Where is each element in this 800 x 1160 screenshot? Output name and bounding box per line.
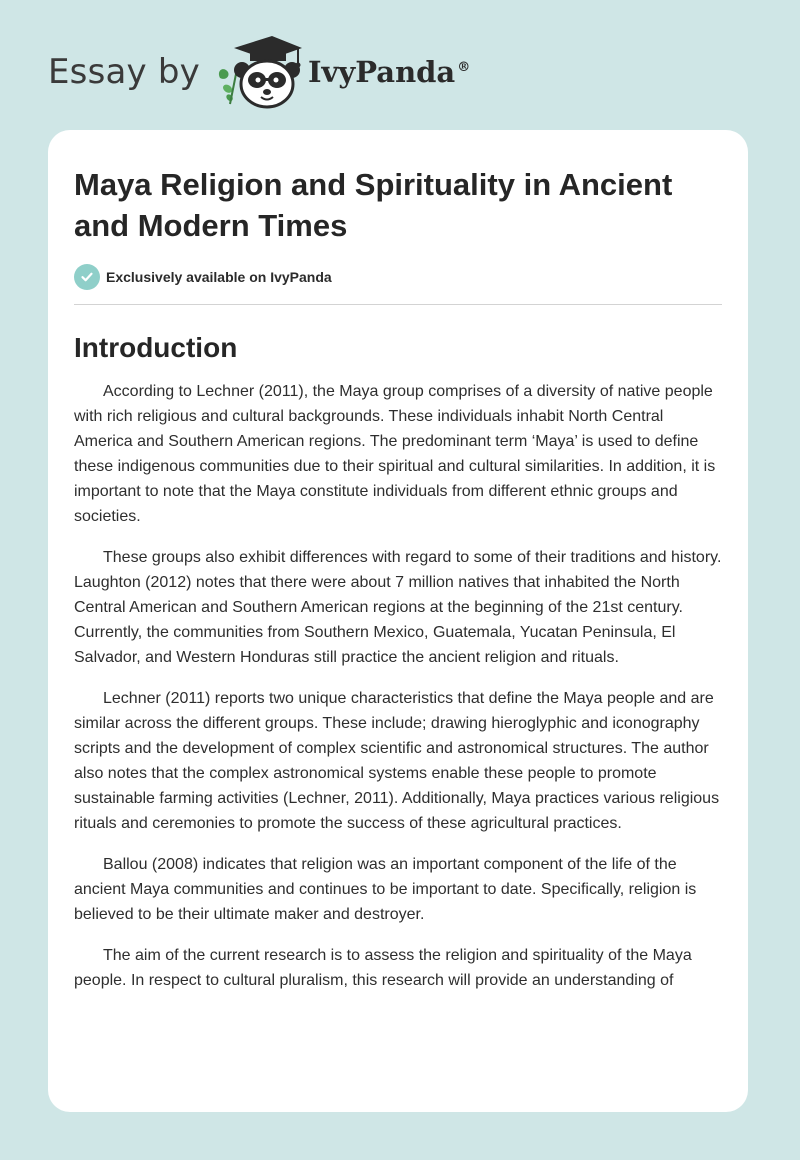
divider — [74, 304, 722, 305]
paragraph: Ballou (2008) indicates that religion was an important component of the life of the ancient Maya communities and continues to be important to date. Specifically, religion is believed to be their ultimate maker and destroyer. — [74, 856, 697, 923]
exclusive-badge — [74, 262, 722, 292]
essay-title: Maya Religion and Spirituality in Ancient and Modern Times — [74, 167, 673, 243]
ivypanda-logo-icon — [214, 34, 306, 110]
check-circle-icon — [74, 264, 100, 290]
brand-name: IvyPanda ® — [307, 55, 471, 89]
brand-prefix: Essay by — [48, 52, 200, 92]
essay-card — [48, 130, 748, 1112]
paragraph: Lechner (2011) reports two unique characteristics that define the Maya people and are similar across the different groups. These include; drawing hieroglyphic and iconography scripts and the development of complex scientific and astronomical structures. The author also notes that the complex astronomical systems enable these people to promote sustainable farming activities (Lechner, 2011). Additionally, Maya practices various religious rituals and ceremonies to promote the success of these agricultural practices. — [74, 690, 720, 832]
badge-label: Exclusively available on IvyPanda — [106, 269, 332, 285]
section-heading: Introduction — [74, 332, 238, 363]
essay-body — [74, 379, 722, 993]
paragraph: The aim of the current research is to assess the religion and spirituality of the Maya people. In respect to cultural pluralism, this research will provide an understanding of — [74, 947, 692, 989]
paragraph: These groups also exhibit differences with regard to some of their traditions and history. Laughton (2012) notes that there were about 7 million natives that inhabited the North Central American and Southern American regions at the beginning of the 21st century. Currently, the communities from Southern Mexico, Guatemala, Yucatan Peninsula, El Salvador, and Western Honduras still practice the ancient religion and rituals. — [74, 549, 722, 666]
brand-header — [48, 34, 470, 110]
paragraph: According to Lechner (2011), the Maya group comprises of a diversity of native people with rich religious and cultural backgrounds. These individuals inhabit North Central America and Southern American regions. The predominant term ‘Maya’ is used to define these indigenous communities due to their spiritual and cultural similarities. In addition, it is important to note that the Maya constitute individuals from different ethnic groups and societies. — [74, 383, 716, 525]
